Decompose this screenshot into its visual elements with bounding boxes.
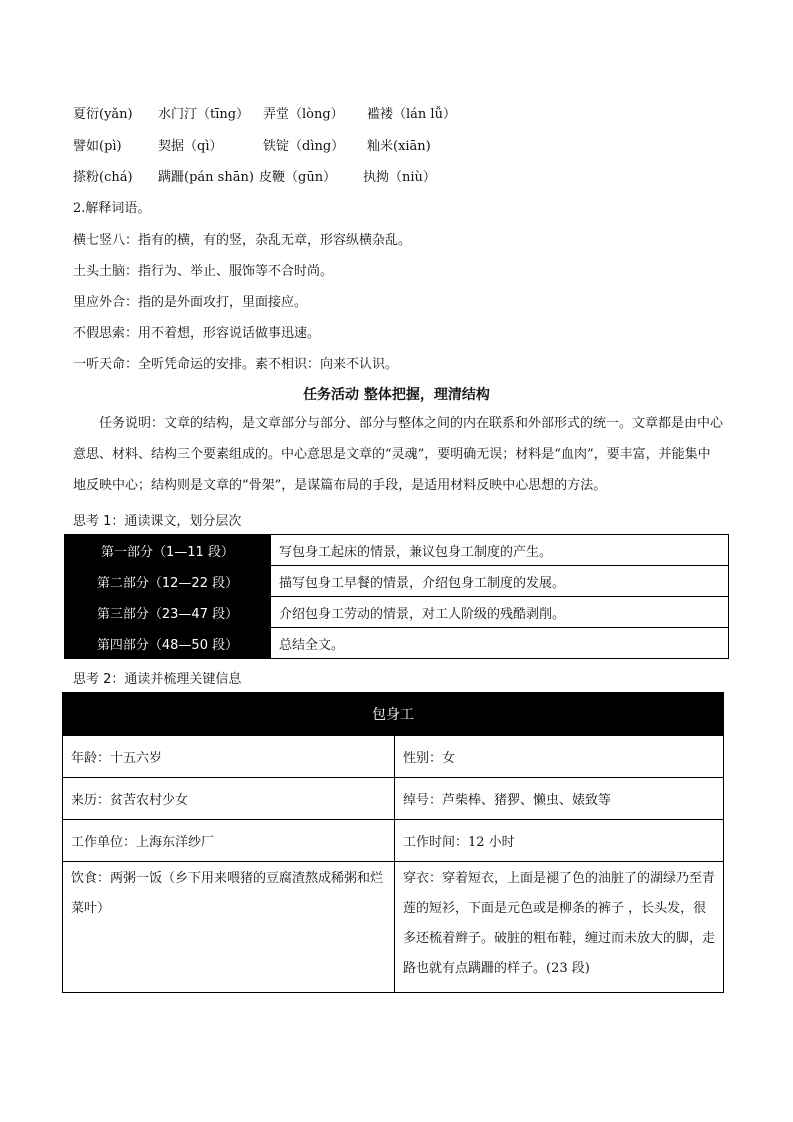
- definition-item: 里应外合：指的是外面攻打，里面接应。: [73, 295, 308, 310]
- clothing-cell: 穿衣：穿着短衣，上面是褪了色的油脏了的湖绿乃至青莲的短衫，下面是元色或是柳条的裤子 ，长头发，很多还梳着辫子。破脏的粗布鞋，缠过而未放大的脚，走路也就有点蹒跚的样子。(23 段): [395, 862, 724, 993]
- pinyin-item: 皮鞭（gūn）: [259, 170, 337, 185]
- pinyin-item: 夏衍(yǎn): [73, 107, 133, 122]
- table-header-row: [63, 693, 724, 736]
- pinyin-item: 籼米(xiān): [367, 139, 431, 154]
- table-row: [65, 597, 729, 628]
- pinyin-item: 执拗（niù）: [363, 170, 436, 185]
- table-row: [63, 778, 724, 820]
- nicknames-cell: 绰号：芦柴棒、猪猡、懒虫、婊致等: [395, 778, 724, 820]
- part-name: 第三部分（23—47 段）: [65, 597, 271, 628]
- work-hours-cell: 工作时间：12 小时: [395, 820, 724, 862]
- workplace-cell: 工作单位：上海东洋纱厂: [63, 820, 395, 862]
- pinyin-item: 铁锭（dìng）: [263, 139, 345, 154]
- think-2-heading: 思考 2：通读并梳理关键信息: [73, 672, 242, 687]
- definition-item: 横七竖八：指有的横，有的竖，杂乱无章，形容纵横杂乱。: [73, 233, 412, 248]
- part-desc: 总结全文。: [271, 628, 729, 659]
- task-explanation: [73, 408, 723, 501]
- definition-item: 土头土脑：指行为、举止、服饰等不合时尚。: [73, 264, 334, 279]
- food-cell: 饮食：两粥一饭（乡下用来喂猪的豆腐渣熬成稀粥和烂菜叶）: [63, 862, 395, 993]
- table-row: [65, 535, 729, 566]
- age-cell: 年龄：十五六岁: [63, 736, 395, 778]
- pinyin-item: 蹒跚(pán shān): [158, 170, 254, 185]
- table-row: [65, 566, 729, 597]
- table-row: [63, 820, 724, 862]
- part-name: 第二部分（12—22 段）: [65, 566, 271, 597]
- part-name: 第一部分（1—11 段）: [65, 535, 271, 566]
- section-2-label: 2.解释词语。: [73, 201, 151, 216]
- pinyin-item: 搽粉(chá): [73, 170, 133, 185]
- part-name: 第四部分（48—50 段）: [65, 628, 271, 659]
- task-title: 任务活动 整体把握，理清结构: [303, 387, 490, 403]
- pinyin-item: 水门汀（tīng）: [158, 107, 250, 122]
- part-desc: 介绍包身工劳动的情景，对工人阶级的残酷剥削。: [271, 597, 729, 628]
- parts-table: [64, 534, 729, 659]
- gender-cell: 性别：女: [395, 736, 724, 778]
- definition-item: 一听天命：全听凭命运的安排。素不相识：向来不认识。: [73, 357, 399, 372]
- table-row: [65, 628, 729, 659]
- part-desc: 描写包身工早餐的情景，介绍包身工制度的发展。: [271, 566, 729, 597]
- info-table: [62, 692, 724, 993]
- task-explanation-text: 任务说明：文章的结构，是文章部分与部分、部分与整体之间的内在联系和外部形式的统一。文章都是由中心意思、材料、结构三个要素组成的。中心意思是文章的“灵魂”，要明确无误；材料是“血肉”，要丰富，并能集中地反映中心；结构则是文章的“骨架”，是谋篇布局的手段，是适用材料反映中心思想的方法。: [73, 416, 724, 493]
- pinyin-item: 褴褛（lán lǚ）: [367, 107, 456, 122]
- pinyin-item: 譬如(pì): [73, 139, 122, 154]
- info-table-header: 包身工: [63, 693, 724, 736]
- pinyin-item: 契据（qì）: [158, 139, 223, 154]
- definition-item: 不假思索：用不着想，形容说话做事迅速。: [73, 326, 321, 341]
- table-row: [63, 862, 724, 993]
- table-row: [63, 736, 724, 778]
- pinyin-item: 弄堂（lòng）: [263, 107, 344, 122]
- part-desc: 写包身工起床的情景，兼议包身工制度的产生。: [271, 535, 729, 566]
- origin-cell: 来历：贫苦农村少女: [63, 778, 395, 820]
- think-1-heading: 思考 1：通读课文，划分层次: [73, 514, 242, 529]
